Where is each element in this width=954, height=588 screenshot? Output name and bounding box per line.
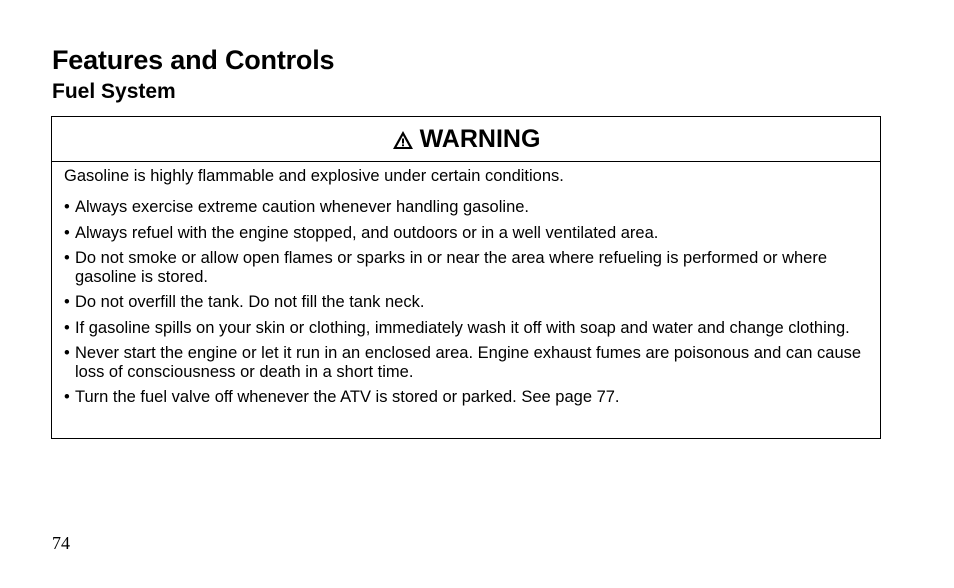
list-item: • Never start the engine or let it run in an enclosed area. Engine exhaust fumes are poisonous and can cause loss of consciousness or death in a short time.	[64, 344, 868, 381]
warning-intro: Gasoline is highly flammable and explosive under certain conditions.	[64, 167, 564, 185]
list-item: • If gasoline spills on your skin or clothing, immediately wash it off with soap and water and change clothing.	[64, 319, 868, 338]
page-number: 74	[52, 533, 70, 553]
list-item: • Always exercise extreme caution whenever handling gasoline.	[64, 198, 868, 217]
list-item: • Do not smoke or allow open flames or sparks in or near the area where refueling is performed or where gasoline is stored.	[64, 249, 868, 286]
warning-title: WARNING	[419, 125, 541, 153]
list-item: • Always refuel with the engine stopped, and outdoors or in a well ventilated area.	[64, 224, 868, 243]
list-item: • Turn the fuel valve off whenever the ATV is stored or parked. See page 77.	[64, 388, 868, 407]
warning-triangle-icon	[392, 130, 414, 150]
list-item: • Do not overfill the tank. Do not fill the tank neck.	[64, 293, 868, 312]
warning-box	[51, 116, 881, 439]
warning-header	[52, 117, 880, 162]
section-title: Features and Controls	[52, 45, 335, 75]
subsection-title: Fuel System	[52, 80, 176, 103]
warning-list	[64, 198, 868, 407]
warning-body	[52, 167, 880, 407]
